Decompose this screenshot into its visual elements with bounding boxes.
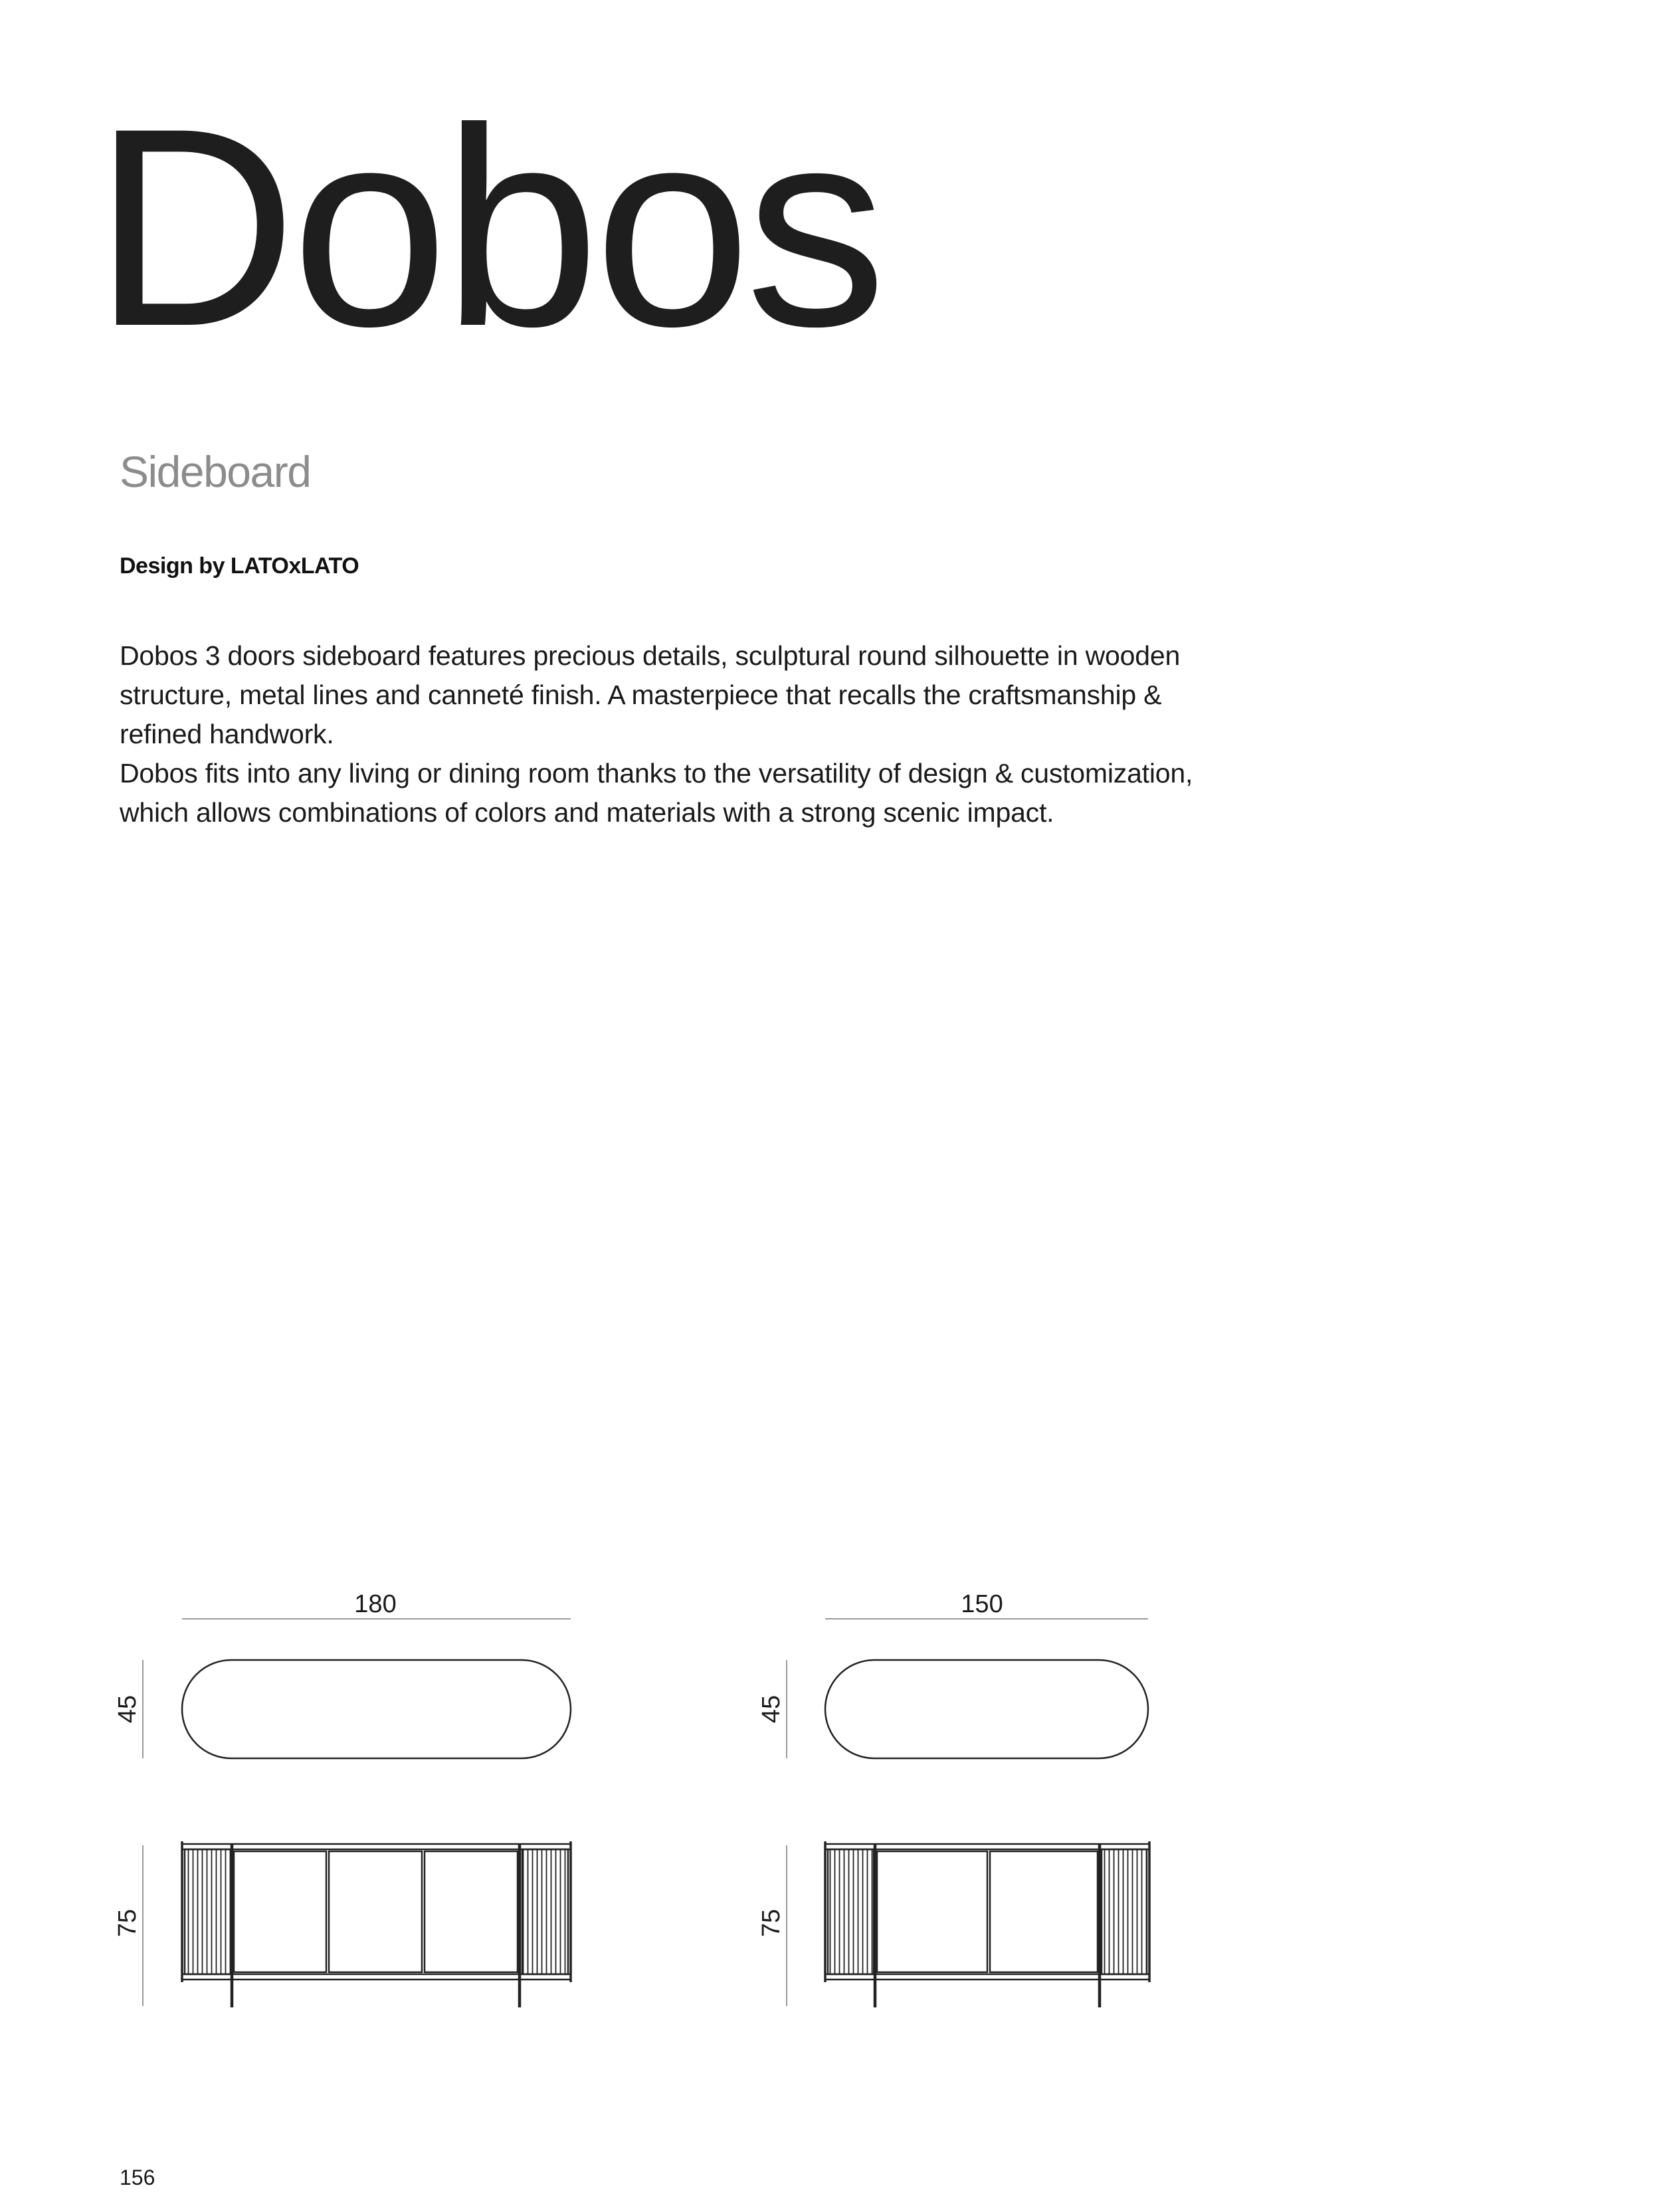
top-view-outline bbox=[825, 1660, 1148, 1758]
door bbox=[877, 1851, 987, 1972]
door bbox=[234, 1851, 326, 1972]
front-view bbox=[182, 1841, 571, 2007]
depth-dimension-label: 45 bbox=[757, 1695, 785, 1724]
description-line: structure, metal lines and canneté finish. A masterpiece that recalls the craftsmanship & bbox=[120, 680, 1162, 710]
product-description bbox=[120, 636, 1193, 832]
height-dimension-label: 75 bbox=[757, 1908, 785, 1938]
cannete-panel-right bbox=[1102, 1849, 1147, 1974]
door bbox=[990, 1851, 1098, 1972]
front-view bbox=[825, 1841, 1149, 2007]
cannete-panel-left bbox=[828, 1849, 874, 1974]
drawing-150 bbox=[757, 1590, 1149, 2007]
product-category: Sideboard bbox=[120, 447, 311, 496]
description-line: refined handwork. bbox=[120, 719, 334, 749]
height-dimension-label: 75 bbox=[114, 1908, 142, 1938]
top-view-outline bbox=[182, 1660, 571, 1758]
description-line: Dobos fits into any living or dining room thanks to the versatility of design & customization, bbox=[120, 758, 1193, 788]
width-dimension-label: 150 bbox=[961, 1590, 1003, 1618]
product-title: Dobos bbox=[93, 70, 882, 385]
description-line: Dobos 3 doors sideboard features precious details, sculptural round silhouette in wooden bbox=[120, 640, 1181, 671]
width-dimension-label: 180 bbox=[354, 1590, 397, 1618]
cannete-panel-right bbox=[522, 1849, 568, 1974]
depth-dimension-label: 45 bbox=[114, 1695, 142, 1724]
technical-drawings bbox=[0, 1561, 1659, 2039]
page-number: 156 bbox=[120, 2166, 155, 2189]
cannete-panel-left bbox=[185, 1849, 231, 1974]
door bbox=[329, 1851, 422, 1972]
door bbox=[425, 1851, 518, 1972]
description-line: which allows combinations of colors and materials with a strong scenic impact. bbox=[120, 797, 1054, 828]
drawing-180 bbox=[114, 1590, 571, 2007]
designer-credit: Design by LATOxLATO bbox=[120, 553, 359, 579]
bottom-rail bbox=[182, 1974, 571, 1980]
top-rail bbox=[182, 1844, 571, 1849]
